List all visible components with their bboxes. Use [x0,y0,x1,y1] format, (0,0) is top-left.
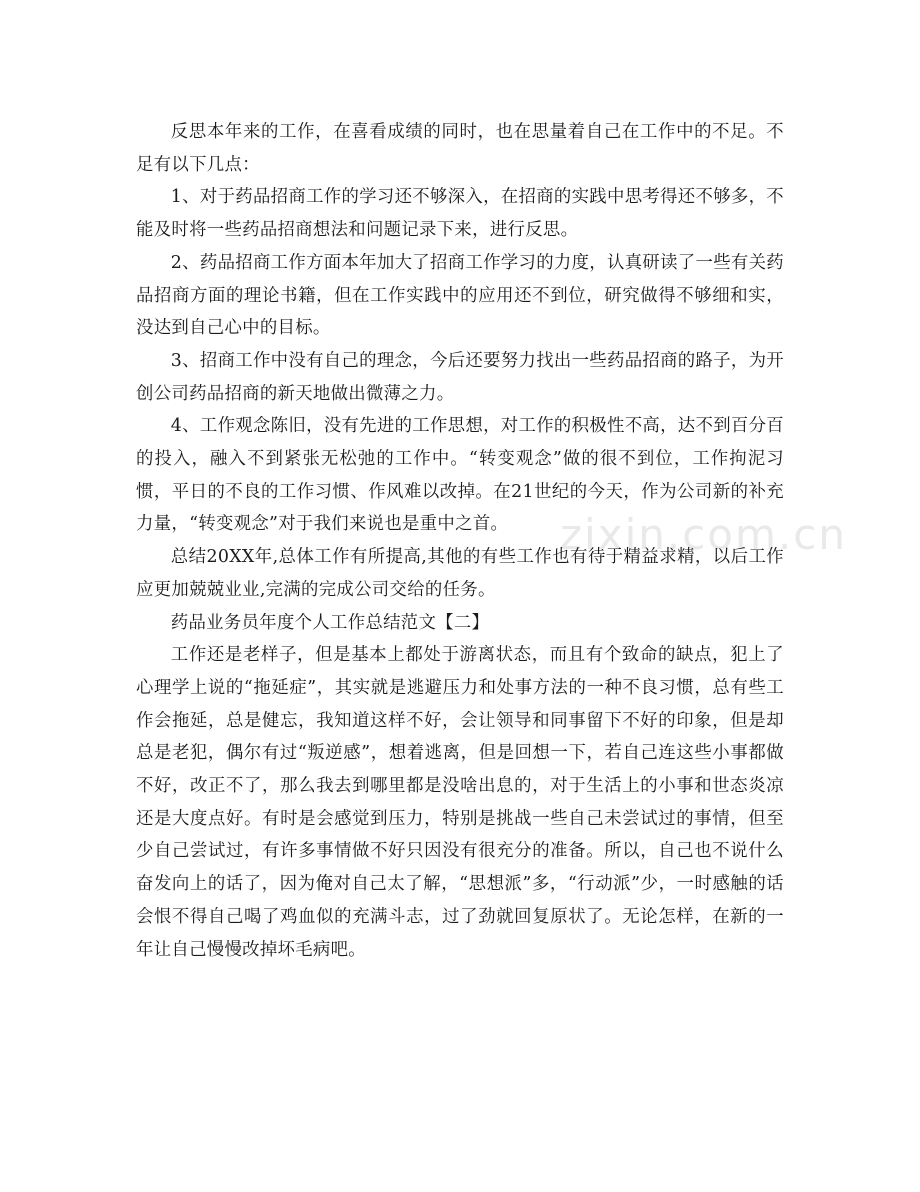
document-body [136,116,784,966]
paragraph-point-4: 4、工作观念陈旧，没有先进的工作思想，对工作的积极性不高，达不到百分百的投入，融入不到紧张无松弛的工作中。“转变观念”做的很不到位，工作拘泥习惯，平日的不良的工作习惯、作风难以改掉。在21世纪的今天，作为公司新的补充力量，“转变观念”对于我们来说也是重中之首。 [136,416,784,535]
paragraph-reflection-intro: 反思本年来的工作，在喜看成绩的同时，也在思量着自己在工作中的不足。不足有以下几点： [136,122,784,175]
paragraph-summary: 总结20XX年,总体工作有所提高,其他的有些工作也有待于精益求精，以后工作应更加兢兢业业,完满的完成公司交给的任务。 [136,547,784,600]
paragraph-point-1: 1、对于药品招商工作的学习还不够深入，在招商的实践中思考得还不够多，不能及时将一些药品招商想法和问题记录下来，进行反思。 [136,187,784,241]
section-heading: 药品业务员年度个人工作总结范文【二】 [170,612,490,633]
paragraph-section-two-body: 工作还是老样子，但是基本上都处于游离状态，而且有个致命的缺点，犯上了心理学上说的“拖延症”，其实就是逃避压力和处事方法的一种不良习惯，总有些工作会拖延，总是健忘，我知道这样不好，会让领导和同事留下不好的印象，但是却总是老犯，偶尔有过“叛逆感”，想着逃离，但是回想一下，若自己连这些小事都做不好，改正不了，那么我去到哪里都是没啥出息的，对于生活上的小事和世态炎凉还是大度点好。有时是会感觉到压力，特别是挑战一些自己未尝试过的事情，但至少自己尝试过，有许多事情做不好只因没有很充分的准备。所以，自己也不说什么奋发向上的话了，因为俺对自己太了解，“思想派”多，“行动派”少，一时感触的话会恨不得自己喝了鸡血似的充满斗志，过了劲就回复原状了。无论怎样，在新的一年让自己慢慢改掉坏毛病吧。 [136,645,784,960]
paragraph-point-3: 3、招商工作中没有自己的理念，今后还要努力找出一些药品招商的路子，为开创公司药品招商的新天地做出微薄之力。 [136,350,784,404]
watermark-text: zixin.com.cn [560,510,847,559]
paragraph-point-2: 2、药品招商工作方面本年加大了招商工作学习的力度，认真研读了一些有关药品招商方面的理论书籍，但在工作实践中的应用还不到位，研究做得不够细和实，没达到自己心中的目标。 [136,252,784,339]
